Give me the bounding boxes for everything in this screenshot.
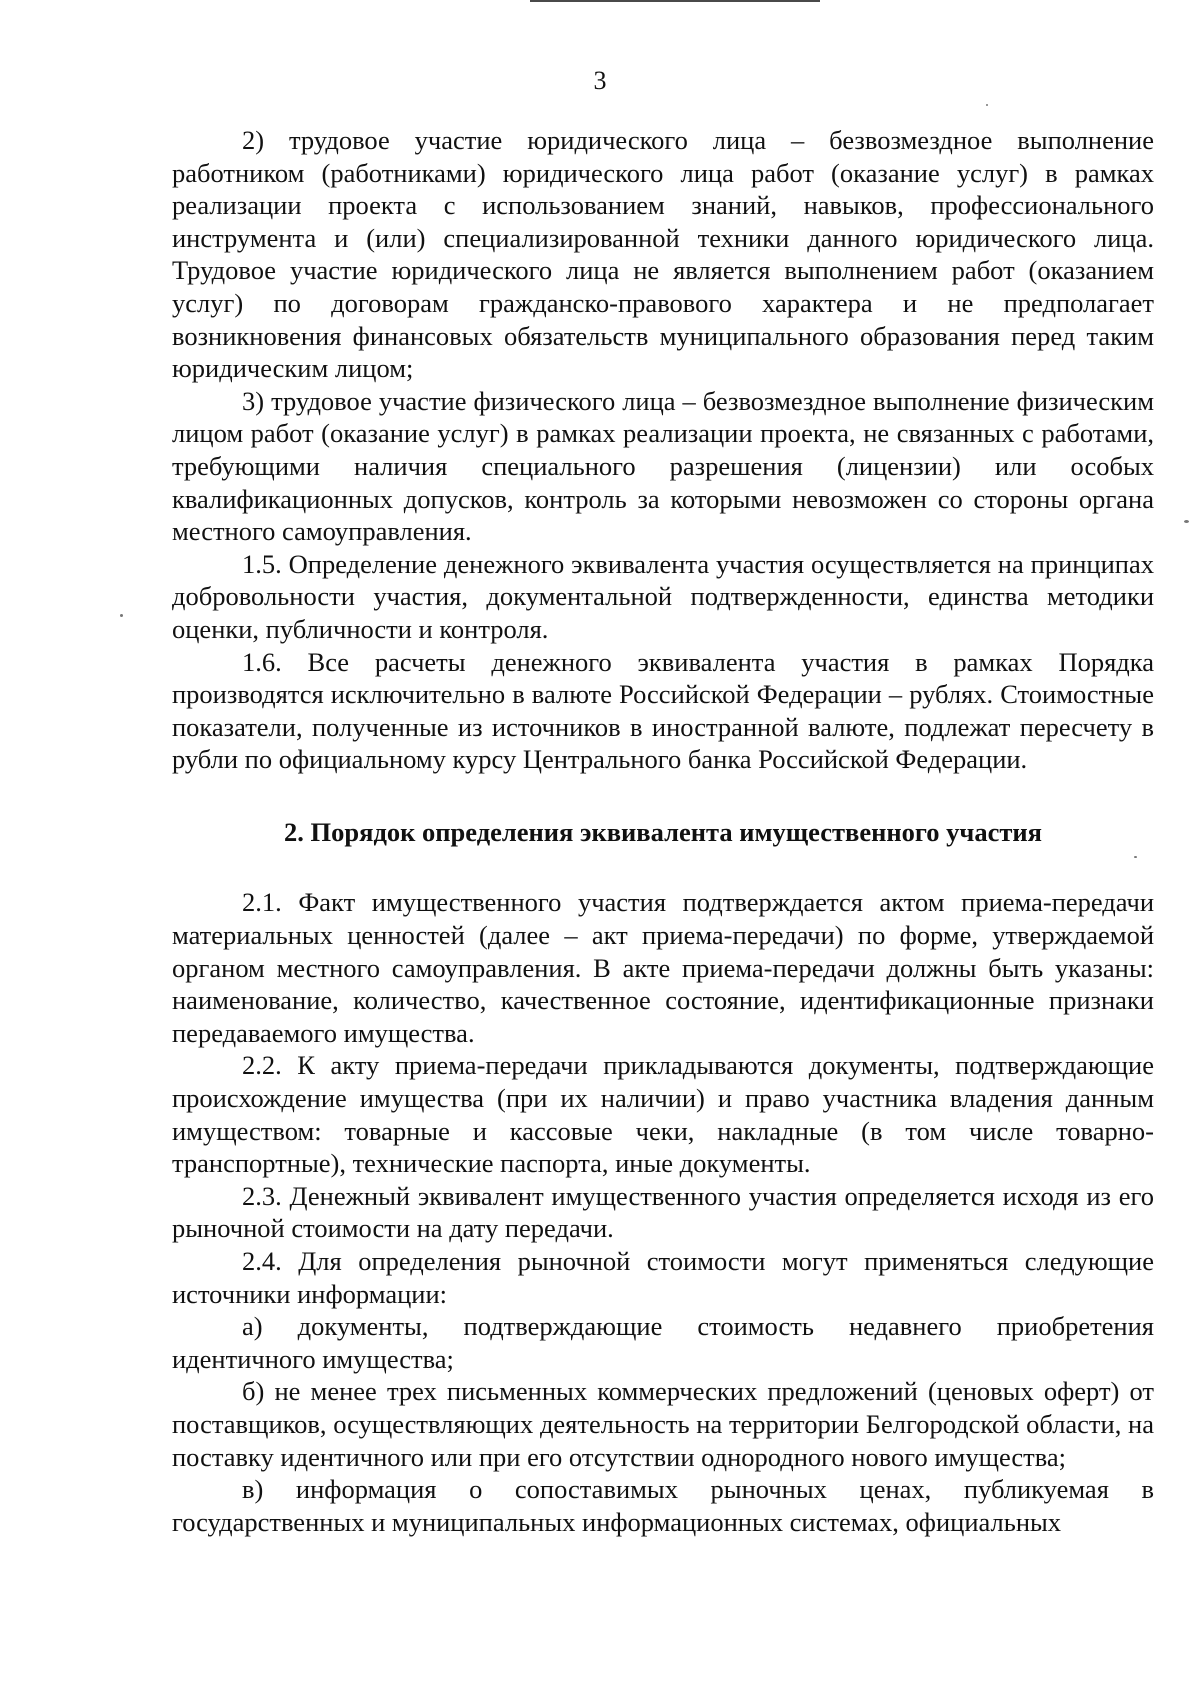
scan-speck [120,614,123,617]
paragraph-2-4-a: а) документы, подтверждающие стоимость недавнего приобретения идентичного имущества; [172,1311,1154,1374]
paragraph-1-6: 1.6. Все расчеты денежного эквивалента участия в рамках Порядка производятся исключительно в валюте Российской Федерации – рублях. Стоимостные показатели, полученные из источников в иностранной валюте, подлежат пересчету в рубли по официальному курсу Центрального банка Российской Федерации. [172,646,1154,775]
section-heading: 2. Порядок определения эквивалента имущественного участия [284,816,1042,847]
paragraph-2-2: 2.2. К акту приема-передачи прикладываются документы, подтверждающие происхождение имущества (при их наличии) и право участника владения данным имуществом: товарные и кассовые чеки, накладные (в том числе товарно-транспортные), технические паспорта, иные документы. [172,1050,1154,1179]
paragraph-2-1: 2.1. Факт имущественного участия подтверждается актом приема-передачи материальных ценностей (далее – акт приема-передачи) по форме, утверждаемой органом местного самоуправления. В акте приема-передачи должны быть указаны: наименование, количество, качественное состояние, идентификационные признаки передаваемого имущества. [172,887,1154,1048]
paragraph-item-2: 2) трудовое участие юридического лица – безвозмездное выполнение работником (работниками) юридического лица работ (оказание услуг) в рамках реализации проекта с использованием знаний, навыков, профессионального инструмента и (или) специализированной техники данного юридического лица. Трудовое участие юридического лица не является выполнением работ (оказанием услуг) по договорам гражданско-правового характера и не предполагает возникновения финансовых обязательств муниципального образования перед таким юридическим лицом; [172,125,1154,384]
scan-speck [986,104,988,106]
paragraph-2-4-b: б) не менее трех письменных коммерческих предложений (ценовых оферт) от поставщиков, осуществляющих деятельность на территории Белгородской области, на поставку идентичного или при его отсутствии однородного нового имущества; [172,1376,1154,1472]
paragraph-2-4: 2.4. Для определения рыночной стоимости могут применяться следующие источники информации: [172,1246,1154,1309]
document-body [172,124,1154,1538]
scan-speck [1184,520,1189,523]
paragraph-1-5: 1.5. Определение денежного эквивалента участия осуществляется на принципах добровольности участия, документальной подтвержденности, единства методики оценки, публичности и контроля. [172,548,1154,644]
paragraph-2-3: 2.3. Денежный эквивалент имущественного участия определяется исходя из его рыночной стоимости на дату передачи. [172,1180,1154,1244]
page-number: 3 [593,66,607,95]
scan-speck [1134,856,1137,858]
paragraph-2-4-v: в) информация о сопоставимых рыночных ценах, публикуемая в государственных и муниципальных информационных системах, официальных [172,1474,1154,1537]
top-scan-rule [530,0,820,2]
paragraph-item-3: 3) трудовое участие физического лица – безвозмездное выполнение физическим лицом работ (оказание услуг) в рамках реализации проекта, не связанных с работами, требующими наличия специального разрешения (лицензии) или особых квалификационных допусков, контроль за которыми невозможен со стороны органа местного самоуправления. [172,385,1154,547]
